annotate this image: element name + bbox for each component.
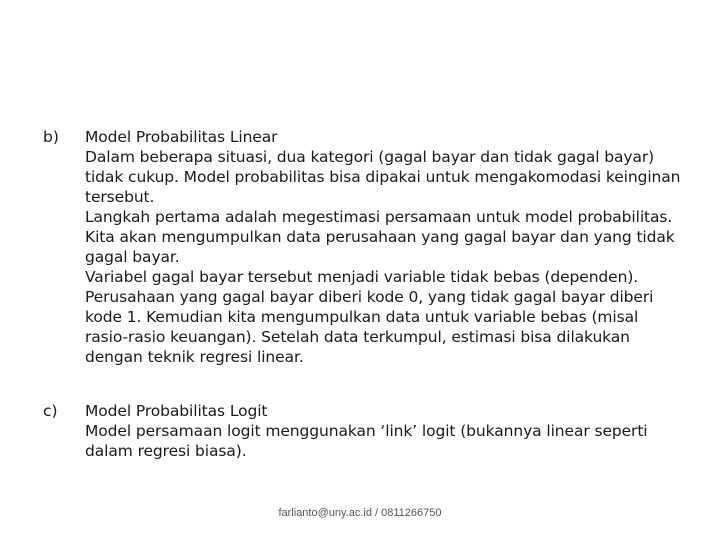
paragraph: Langkah pertama adalah megestimasi persamaan untuk model probabilitas. Kita akan mengumpulkan data perusahaan yang gagal bayar dan yang tidak gagal bayar. [85,208,675,266]
paragraph: Variabel gagal bayar tersebut menjadi variable tidak bebas (dependen). Perusahaan yang gagal bayar diberi kode 0, yang tidak gagal bayar diberi kode 1. Kemudian kita mengumpulkan data untuk variable bebas (misal rasio-rasio keuangan). Setelah data terkumpul, estimasi bisa dilakukan dengan teknik regresi linear. [85,268,654,366]
item-marker: c) [43,402,58,420]
item-content [85,127,683,367]
list-item-c [43,401,683,461]
list-item-b [43,127,683,367]
paragraph: Dalam beberapa situasi, dua kategori (gagal bayar dan tidak gagal bayar) tidak cukup. Model probabilitas bisa dipakai untuk mengakomodasi keinginan tersebut. [85,148,681,206]
item-content [85,401,683,461]
paragraph: Model persamaan logit menggunakan ‘link’ logit (bukannya linear seperti dalam regresi biasa). [85,422,648,460]
item-heading: Model Probabilitas Logit [85,402,268,420]
item-heading: Model Probabilitas Linear [85,128,278,146]
item-marker: b) [43,128,59,146]
footer-contact: farlianto@uny.ac.id / 0811266750 [278,507,442,519]
